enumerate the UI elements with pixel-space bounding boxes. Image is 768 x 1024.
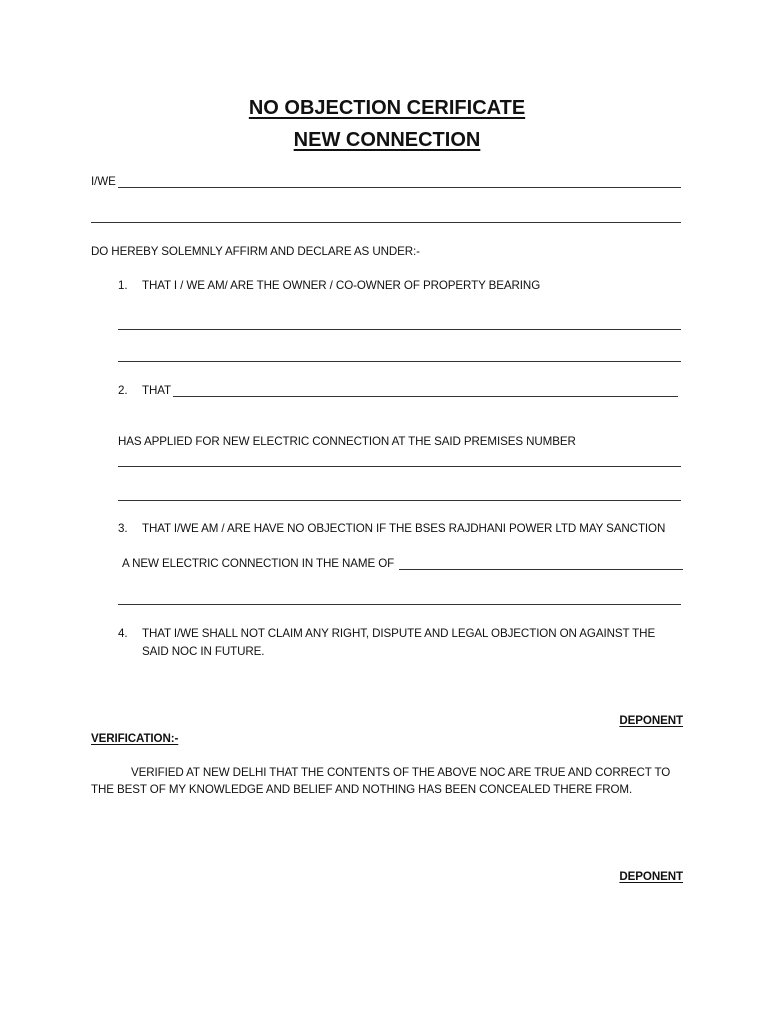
connection-name-blank-2[interactable] — [118, 604, 681, 605]
declarant-address-blank[interactable] — [91, 222, 681, 223]
property-blank-2[interactable] — [118, 361, 681, 362]
document-title: NO OBJECTION CERIFICATE — [248, 97, 526, 119]
item-4-text: THAT I/WE SHALL NOT CLAIM ANY RIGHT, DISPUTE AND LEGAL OBJECTION ON AGAINST THE — [142, 627, 656, 640]
verification-heading: VERIFICATION:- — [91, 732, 179, 745]
applicant-name-blank[interactable] — [173, 396, 678, 397]
property-blank-1[interactable] — [118, 329, 681, 330]
item-2-number: 2. — [118, 384, 128, 397]
applied-text: HAS APPLIED FOR NEW ELECTRIC CONNECTION AT THE SAID PREMISES NUMBER — [118, 435, 576, 448]
premises-blank-1[interactable] — [118, 466, 681, 467]
item-3-text: THAT I/WE AM / ARE HAVE NO OBJECTION IF THE BSES RAJDHANI POWER LTD MAY SANCTION — [142, 522, 666, 535]
verification-line-1: VERIFIED AT NEW DELHI THAT THE CONTENTS OF THE ABOVE NOC ARE TRUE AND CORRECT TO — [131, 766, 671, 779]
document-subtitle: NEW CONNECTION — [293, 129, 481, 151]
name-of-text: A NEW ELECTRIC CONNECTION IN THE NAME OF — [122, 557, 395, 570]
item-1-text: THAT I / WE AM/ ARE THE OWNER / CO-OWNER OF PROPERTY BEARING — [142, 279, 541, 292]
declarant-label: I/WE — [91, 175, 116, 188]
deponent-label-2: DEPONENT — [619, 870, 683, 883]
item-1-number: 1. — [118, 279, 128, 292]
deponent-label-1: DEPONENT — [619, 714, 683, 727]
connection-name-blank[interactable] — [399, 569, 683, 570]
verification-line-2: THE BEST OF MY KNOWLEDGE AND BELIEF AND NOTHING HAS BEEN CONCEALED THERE FROM. — [91, 783, 633, 796]
declaration-intro: DO HEREBY SOLEMNLY AFFIRM AND DECLARE AS UNDER:- — [91, 245, 420, 258]
declarant-name-blank[interactable] — [118, 187, 681, 188]
item-2-text: THAT — [142, 384, 172, 397]
item-4-text-continued: SAID NOC IN FUTURE. — [142, 645, 265, 658]
item-4-number: 4. — [118, 627, 128, 640]
item-3-number: 3. — [118, 522, 128, 535]
premises-blank-2[interactable] — [118, 500, 681, 501]
